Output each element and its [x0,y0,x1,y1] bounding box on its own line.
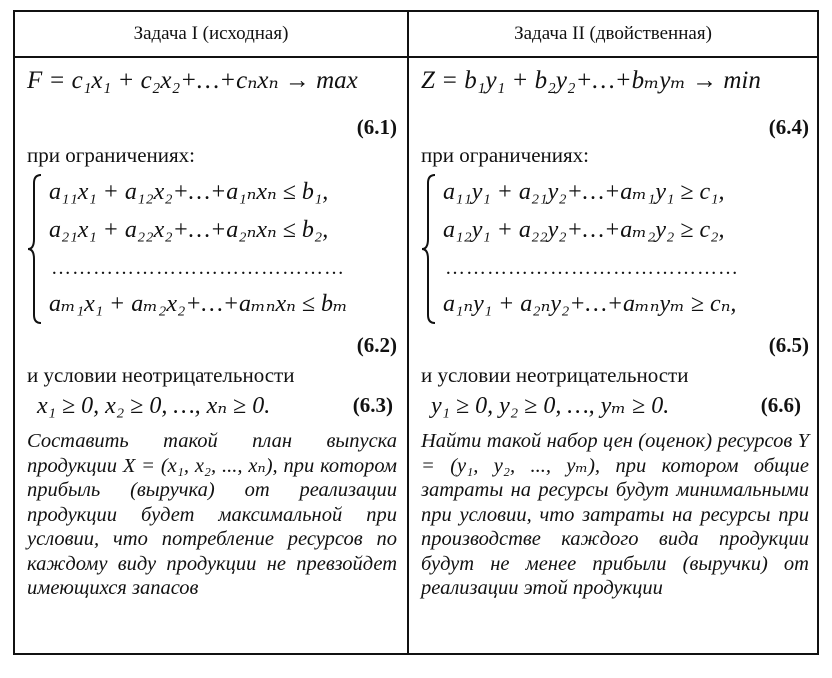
header-divider [15,56,817,58]
duality-table [13,10,819,655]
dual-constraint-n: a₁ₙy₁ + a₂ₙy₂+…+aₘₙyₘ ≥ cₙ, [443,291,737,317]
dual-header: Задача II (двойственная) [514,23,712,44]
primal-constraint-2: a₂₁x₁ + a₂₂x₂+…+a₂ₙxₙ ≤ b₂, [49,217,329,243]
primal-header: Задача I (исходная) [133,23,289,44]
primal-objective-number: (6.1) [356,115,397,139]
dual-nonneg-number: (6.6) [760,393,801,417]
dual-brace-icon [421,173,437,325]
dual-constraint-2: a₁₂y₁ + a₂₂y₂+…+aₘ₂y₂ ≥ c₂, [443,217,725,243]
dual-constraint-dots: …………………………………… [445,257,739,279]
dual-task-statement: Найти такой набор цен (оценок) ресурсов Y = (y₁, y₂, ..., yₘ), при котором общие затраты на ресурсы будут минимальными при условии, что затраты на ресурсы при производстве каждого вида продукции будут не менее прибыли (выручки) от реализации этой продукции [421,430,809,599]
primal-brace-icon [27,173,43,325]
primal-constraints-number: (6.2) [356,333,397,357]
primal-objective: F = c₁x₁ + c₂x₂+…+cₙxₙ → max [27,67,358,94]
primal-subject-to: при ограничениях: [27,143,195,167]
dual-objective-number: (6.4) [768,115,809,139]
dual-constraint-1: a₁₁y₁ + a₂₁y₂+…+aₘ₁y₁ ≥ c₁, [443,179,725,205]
primal-task-statement: Составить такой план выпуска продукции X = (x₁, x₂, ..., xₙ), при котором прибыль (выручка) от реализации продукции будет максимальной при условии, что потребление ресурсов по каждому виду продукции не превзойдет имеющихся запасов [27,430,397,599]
dual-subject-to: при ограничениях: [421,143,589,167]
dual-nonneg-label: и условии неотрицательности [421,363,689,387]
primal-nonneg-number: (6.3) [352,393,393,417]
primal-constraint-dots: …………………………………… [51,257,345,279]
dual-constraints-number: (6.5) [768,333,809,357]
primal-nonneg-conditions: x₁ ≥ 0, x₂ ≥ 0, …, xₙ ≥ 0. [37,393,271,419]
primal-constraint-m: aₘ₁x₁ + aₘ₂x₂+…+aₘₙxₙ ≤ bₘ [49,291,348,317]
dual-nonneg-conditions: y₁ ≥ 0, y₂ ≥ 0, …, yₘ ≥ 0. [431,393,670,419]
primal-constraint-1: a₁₁x₁ + a₁₂x₂+…+a₁ₙxₙ ≤ b₁, [49,179,329,205]
dual-objective: Z = b₁y₁ + b₂y₂+…+bₘyₘ → min [421,67,761,94]
primal-nonneg-label: и условии неотрицательности [27,363,295,387]
column-divider [407,12,409,653]
